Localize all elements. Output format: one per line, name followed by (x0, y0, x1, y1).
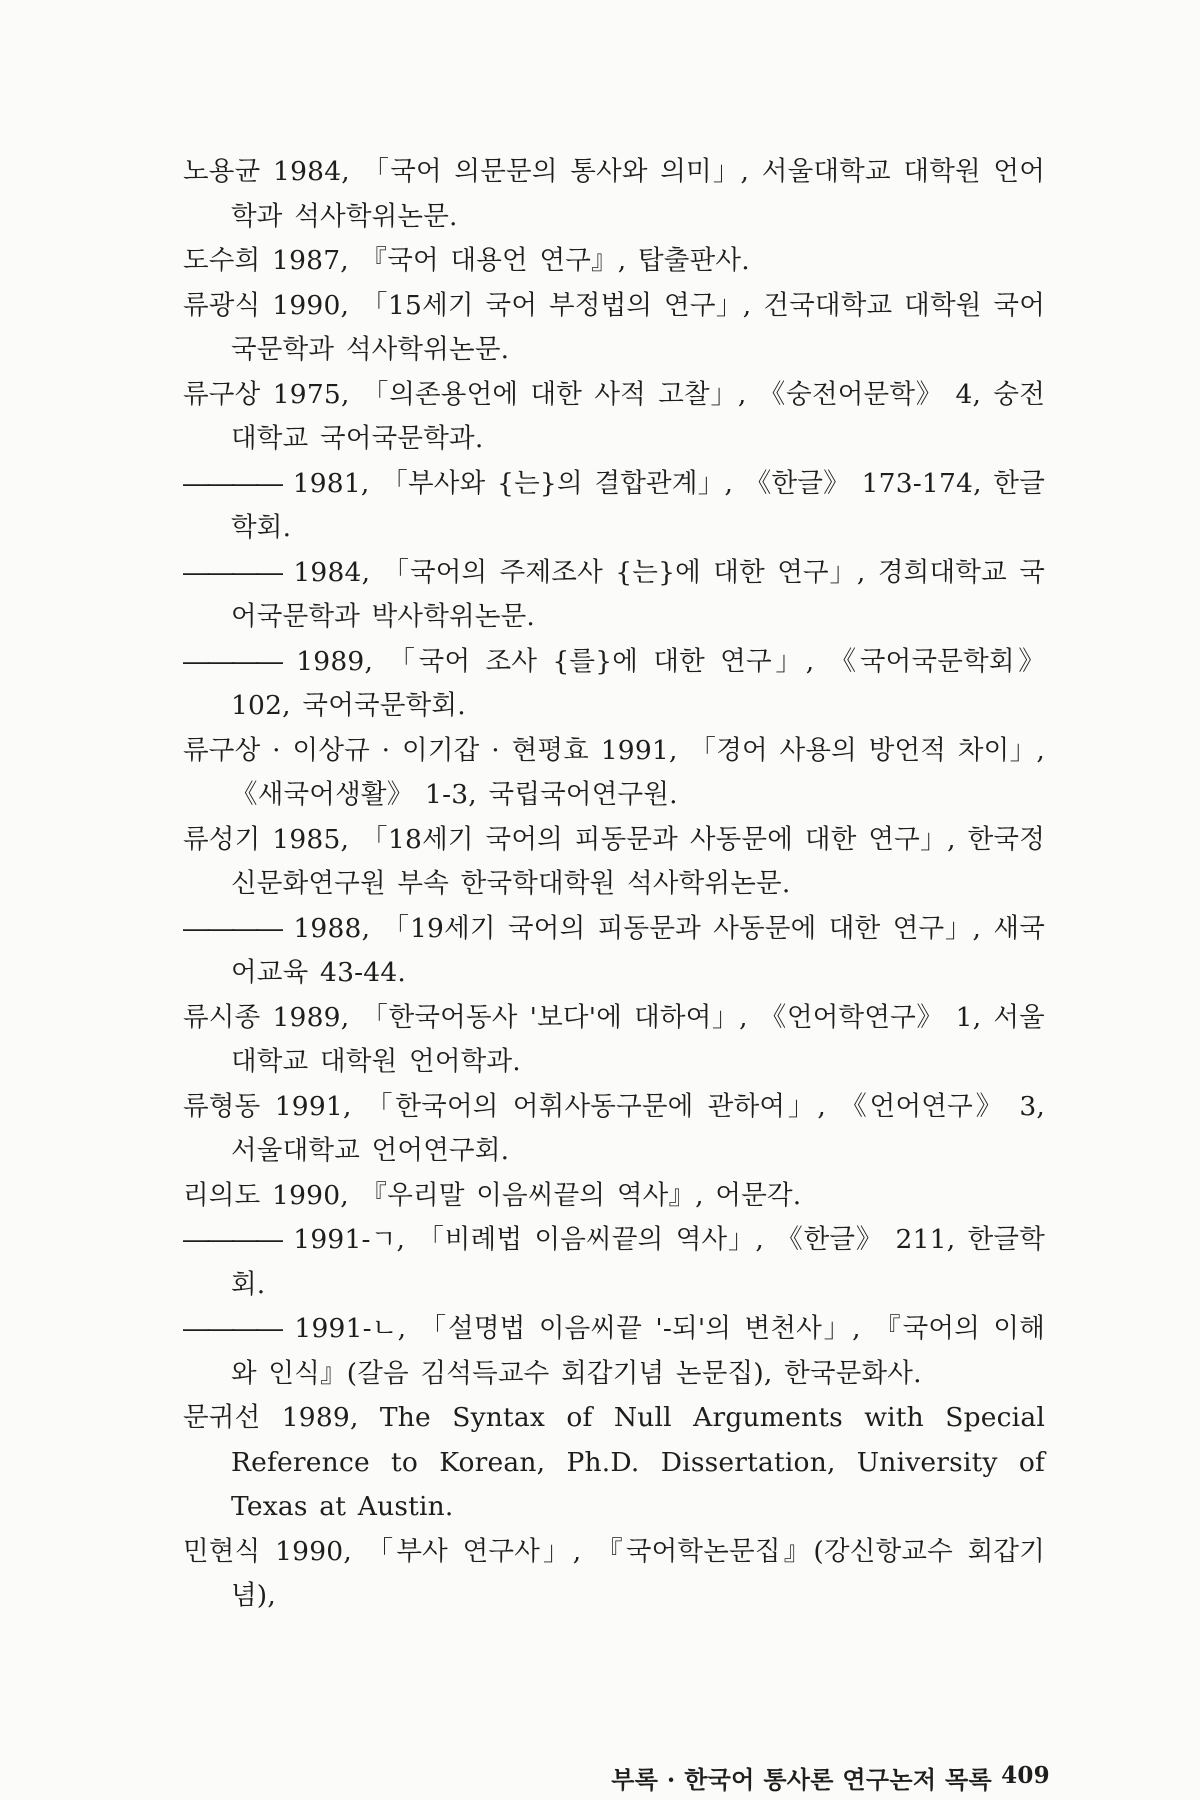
bibliography-entry (183, 551, 1045, 640)
bibliography-entry (183, 1396, 1045, 1530)
entry-author: 류형동 (183, 1090, 261, 1122)
bibliography-entry (183, 907, 1045, 996)
entry-author: 류구상 (183, 378, 261, 410)
entry-author-dash: ―――― (183, 467, 281, 499)
entry-text: 1981, 「부사와 {는}의 결합관계」, 《한글》 173-174, 한글학회. (231, 467, 1045, 543)
entry-text: 1989, The Syntax of Null Arguments with Special Reference to Korean, Ph.D. Dissertation, University of Texas at Austin. (231, 1402, 1046, 1522)
entry-author-dash: ―――― (183, 556, 281, 588)
entry-text: 1989, 「국어 조사 {를}에 대한 연구」, 《국어국문학회》 102, 국어국문학회. (231, 645, 1046, 721)
page-number: 409 (1001, 1762, 1050, 1789)
bibliography-entry (183, 1307, 1045, 1396)
entry-author: 도수희 (183, 245, 261, 276)
bibliography-entry (183, 373, 1045, 462)
entry-author: 류구상 · 이상규 · 이기갑 · 현평효 (183, 734, 589, 766)
entry-text: 1990, 「부사 연구사」, 『국어학논문집』(강신항교수 회갑기념), (231, 1535, 1045, 1611)
entry-text: 1991, 「경어 사용의 방언적 차이」, 《새국어생활》 1-3, 국립국어연구원. (231, 734, 1046, 810)
entry-author: 류성기 (183, 823, 261, 855)
running-footer-title: 부록 · 한국어 통사론 연구논저 목록 (611, 1765, 992, 1794)
bibliography-entry (183, 150, 1045, 239)
entry-author-dash: ―――― (183, 1313, 281, 1344)
entry-text: 1988, 「19세기 국어의 피동문과 사동문에 대한 연구」, 새국어교육 43-44. (231, 912, 1045, 988)
entry-text: 1991-ㄴ, 「설명법 이음씨끝 '-되'의 변천사」, 『국어의 이해와 인식』(갈음 김석득교수 회갑기념 논문집), 한국문화사. (231, 1313, 1045, 1389)
entry-text: 1985, 「18세기 국어의 피동문과 사동문에 대한 연구」, 한국정신문화연구원 부속 한국학대학원 석사학위논문. (231, 823, 1046, 899)
entry-author: 민현식 (183, 1535, 261, 1567)
bibliography-entry (183, 1085, 1045, 1174)
entry-text: 1990, 「15세기 국어 부정법의 연구」, 건국대학교 대학원 국어국문학과 석사학위논문. (231, 289, 1046, 365)
bibliography-entry (183, 818, 1045, 907)
entry-author: 문귀선 (183, 1402, 261, 1433)
bibliography-entry (183, 239, 1045, 284)
entry-text: 1984, 「국어 의문문의 통사와 의미」, 서울대학교 대학원 언어학과 석사학위논문. (231, 156, 1046, 232)
entry-author: 리의도 (183, 1179, 261, 1211)
bibliography-entry (183, 462, 1045, 551)
bibliography-entry (183, 729, 1045, 818)
entry-author-dash: ―――― (183, 912, 281, 944)
bibliography-entry (183, 1530, 1045, 1619)
bibliography-entry (183, 996, 1045, 1085)
bibliography-list (183, 150, 1045, 1619)
entry-text: 1989, 「한국어동사 '보다'에 대하여」, 《언어학연구》 1, 서울대학교 대학원 언어학과. (231, 1001, 1045, 1077)
entry-text: 1984, 「국어의 주제조사 {는}에 대한 연구」, 경희대학교 국어국문학과 박사학위논문. (231, 556, 1045, 632)
entry-text: 1991, 「한국어의 어휘사동구문에 관하여」, 《언어연구》 3, 서울대학교 언어연구회. (231, 1090, 1045, 1166)
entry-author-dash: ―――― (183, 645, 281, 677)
bibliography-entry (183, 284, 1045, 373)
entry-author-dash: ―――― (183, 1224, 281, 1255)
entry-text: 1975, 「의존용언에 대한 사적 고찰」, 《숭전어문학》 4, 숭전대학교 국어국문학과. (231, 378, 1046, 454)
bibliography-entry (183, 1218, 1045, 1307)
entry-text: 1987, 『국어 대용언 연구』, 탑출판사. (272, 245, 750, 276)
entry-author: 노용균 (183, 156, 261, 187)
bibliography-entry (183, 640, 1045, 729)
entry-text: 1991-ㄱ, 「비례법 이음씨끝의 역사」, 《한글》 211, 한글학회. (231, 1224, 1046, 1300)
entry-author: 류시종 (183, 1001, 261, 1033)
entry-text: 1990, 『우리말 이음씨끝의 역사』, 어문각. (272, 1179, 802, 1211)
entry-author: 류광식 (183, 289, 261, 321)
bibliography-entry (183, 1174, 1045, 1219)
